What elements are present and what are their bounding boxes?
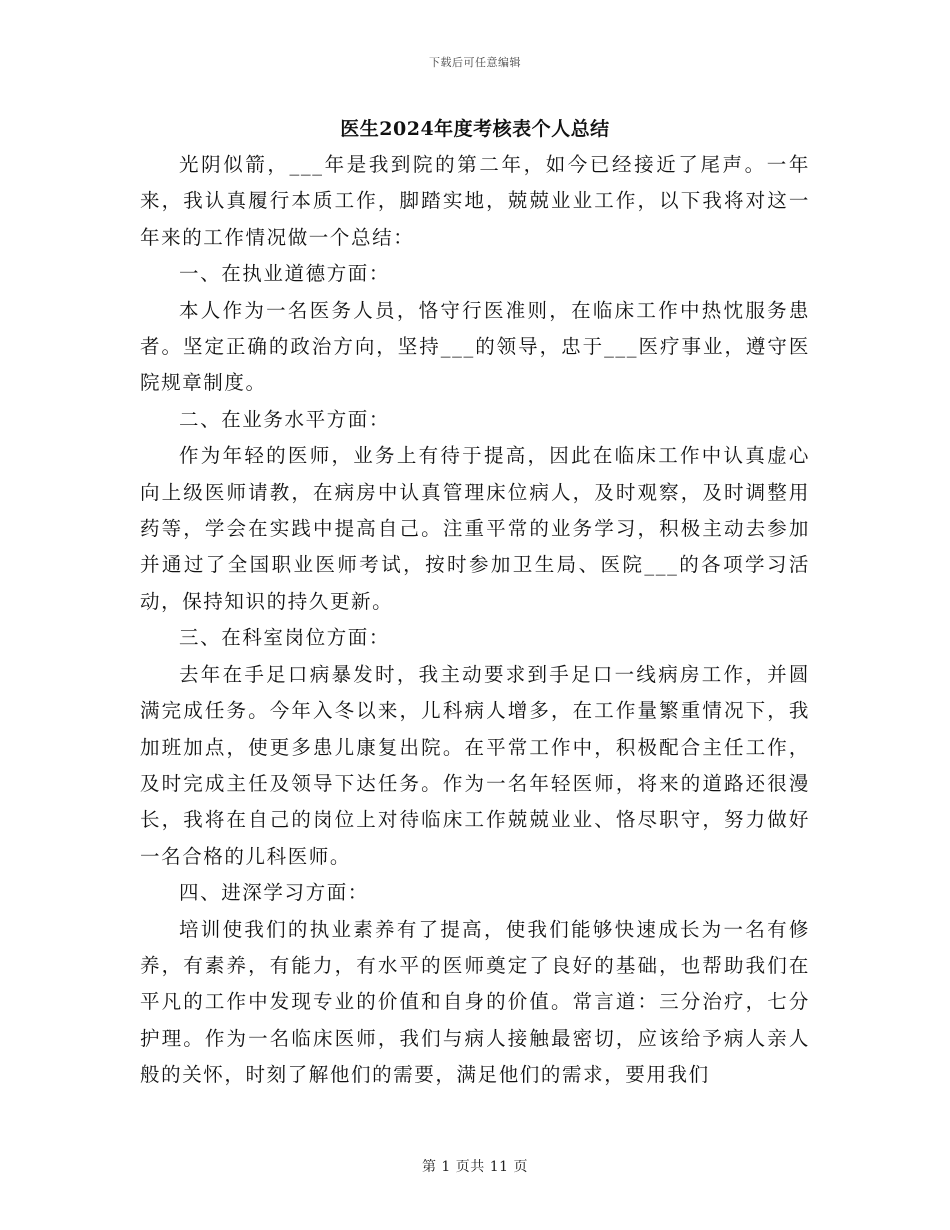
page-footer: 第 1 页共 11 页 [421,1159,529,1175]
paragraph-study: 培训使我们的执业素养有了提高，使我们能够快速成长为一名有修养，有素养，有能力，有水平的医师奠定了良好的基础，也帮助我们在平凡的工作中发现专业的价值和自身的价值。常言道：三分治疗，七分护理。作为一名临床医师，我们与病人接触最密切，应该给予病人亲人般的关怀，时刻了解他们的需要，满足他们的需求，要用我们 [140,917,810,1087]
paragraph-ethics: 本人作为一名医务人员，恪守行医准则，在临床工作中热忱服务患者。坚定正确的政治方向，坚持___的领导，忠于___医疗事业，遵守医院规章制度。 [140,298,810,395]
section-heading-ethics: 一、在执业道德方面： [179,262,391,286]
document-title: 医生2024年度考核表个人总结 [340,118,610,140]
section-heading-study: 四、进深学习方面： [179,881,369,905]
section-heading-skills: 二、在业务水平方面： [179,407,391,431]
paragraph-intro: 光阴似箭，___年是我到院的第二年，如今已经接近了尾声。一年来，我认真履行本质工作，脚踏实地，兢兢业业工作，以下我将对这一年来的工作情况做一个总结： [140,153,810,249]
section-heading-department: 三、在科室岗位方面： [179,626,391,650]
paragraph-skills: 作为年轻的医师，业务上有待于提高，因此在临床工作中认真虚心向上级医师请教，在病房中认真管理床位病人，及时观察，及时调整用药等，学会在实践中提高自己。注重平常的业务学习，积极主动去参加并通过了全国职业医师考试，按时参加卫生局、医院___的各项学习活动，保持知识的持久更新。 [140,444,810,613]
document-body [140,147,810,1094]
paragraph-department: 去年在手足口病暴发时，我主动要求到手足口一线病房工作，并圆满完成任务。今年入冬以来，儿科病人增多，在工作量繁重情况下，我加班加点，使更多患儿康复出院。在平常工作中，积极配合主任工作，及时完成主任及领导下达任务。作为一名年轻医师，将来的道路还很漫长，我将在自己的岗位上对待临床工作兢兢业业、恪尽职守，努力做好一名合格的儿科医师。 [140,662,810,868]
header-note: 下载后可任意编辑 [429,56,521,69]
